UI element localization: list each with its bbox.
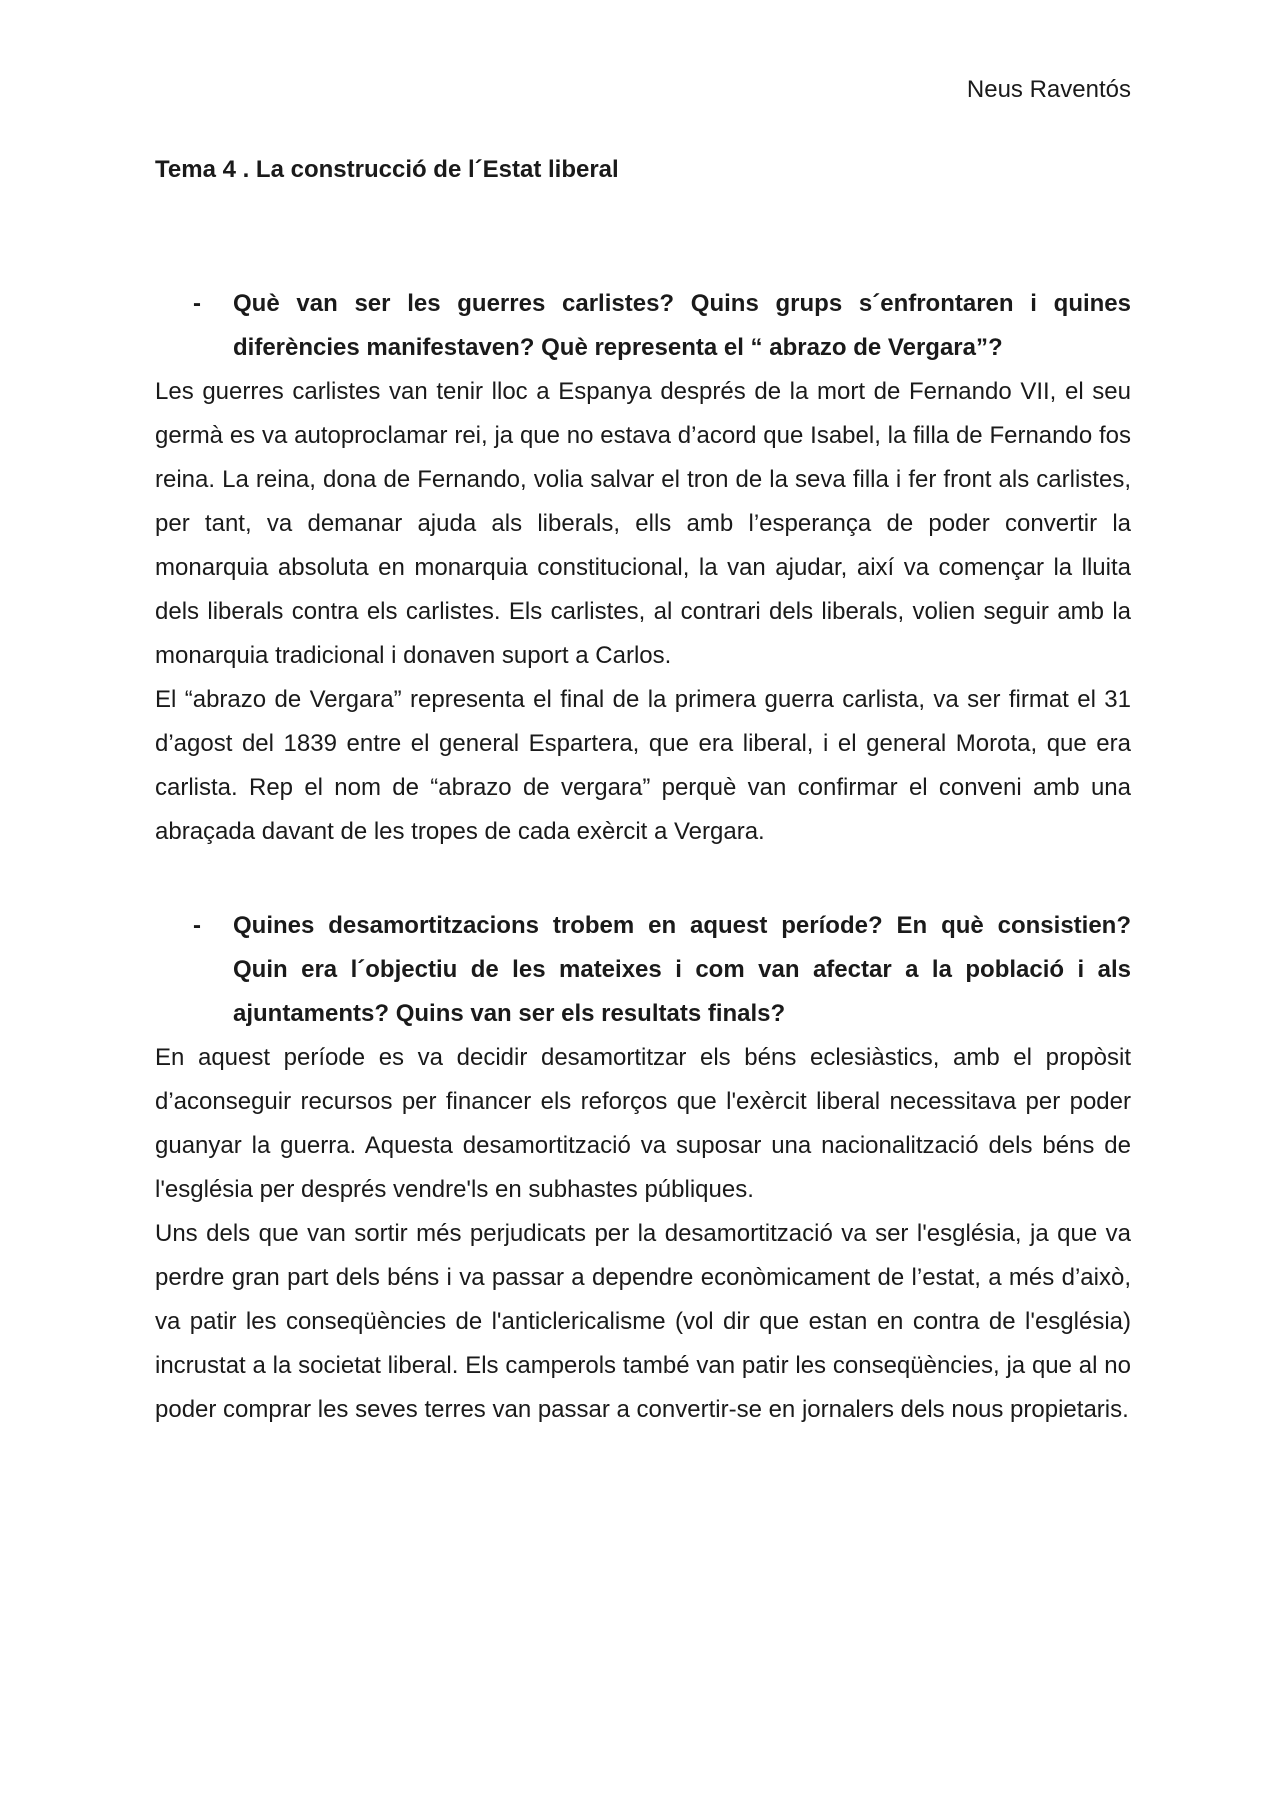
document-title: Tema 4 . La construcció de l´Estat liberal (155, 156, 619, 183)
question-block (155, 282, 1131, 370)
answer-paragraph: Les guerres carlistes van tenir lloc a Espanya després de la mort de Fernando VII, el seu germà es va autoproclamar rei, ja que no estava d’acord que Isabel, la filla de Fernando fos reina. La reina, dona de Fernando, volia salvar el tron de la seva filla i fer front als carlistes, per tant, va demanar ajuda als liberals, ells amb l’esperança de poder convertir la monarquia absoluta en monarquia constitucional, la van ajudar, així va començar la lluita dels liberals contra els carlistes. Els carlistes, al contrari dels liberals, volien seguir amb la monarquia tradicional i donaven suport a Carlos. (155, 378, 1131, 669)
bullet-dash: - (193, 290, 201, 317)
answer-paragraph: El “abrazo de Vergara” representa el final de la primera guerra carlista, va ser firmat el 31 d’agost del 1839 entre el general Espartera, que era liberal, i el general Morota, que era carlista. Rep el nom de “abrazo de vergara” perquè van confirmar el conveni amb una abraçada davant de les tropes de cada exèrcit a Vergara. (155, 686, 1131, 845)
section-desamortization (155, 904, 1131, 1432)
answer-paragraph: Uns dels que van sortir més perjudicats per la desamortització va ser l'església, ja que va perdre gran part dels béns i va passar a dependre econòmicament de l’estat, a més d’això, va patir les conseqüències de l'anticlericalisme (vol dir que estan en contra de l'església) incrustat a la societat liberal. Els camperols també van patir les conseqüències, ja que al no poder comprar les seves terres van passar a convertir-se en jornalers dels nous propietaris. (155, 1220, 1131, 1423)
question-block (155, 904, 1131, 1036)
section-carlist-wars (155, 282, 1131, 854)
author-name: Neus Raventós (966, 76, 1131, 103)
question-text: Què van ser les guerres carlistes? Quins grups s´enfrontaren i quines diferències manifestaven? Què representa el “ abrazo de Vergara”? (233, 290, 1131, 361)
answer-paragraph: En aquest període es va decidir desamortitzar els béns eclesiàstics, amb el propòsit d’aconseguir recursos per financer els reforços que l'exèrcit liberal necessitava per poder guanyar la guerra. Aquesta desamortització va suposar una nacionalització dels béns de l'església per després vendre'ls en subhastes públiques. (155, 1044, 1131, 1203)
question-text: Quines desamortitzacions trobem en aquest període? En què consistien? Quin era l´objectiu de les mateixes i com van afectar a la població i als ajuntaments? Quins van ser els resultats finals? (233, 912, 1131, 1027)
bullet-dash: - (193, 912, 201, 939)
